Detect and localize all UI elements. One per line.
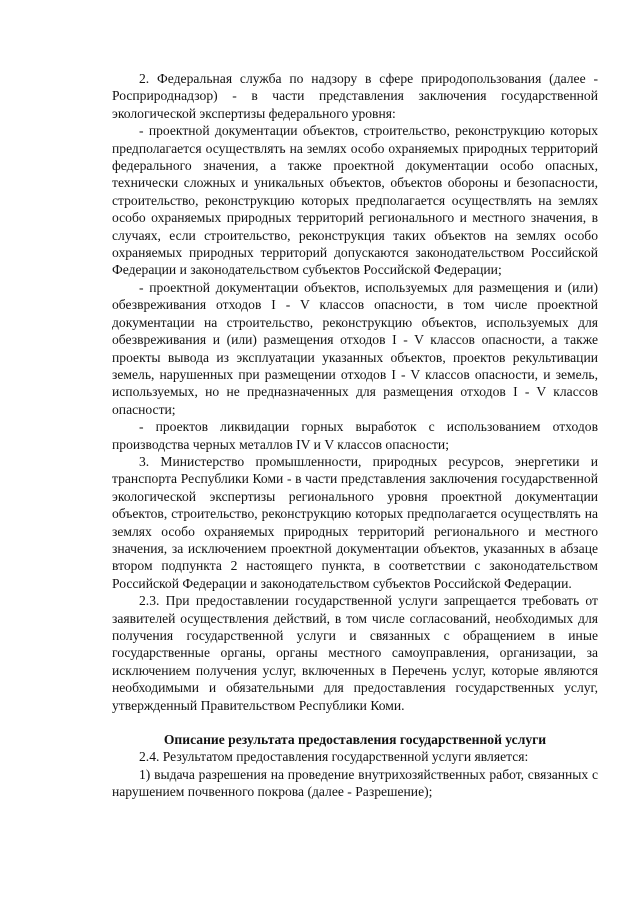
paragraph-2-3: 2.3. При предоставлении государственной услуги запрещается требовать от заявителей осуществления действий, в том числе согласований, необходимых для получения государственной услуги и связанных с обращением в иные государственные органы, органы местного самоуправления, организации, за исключением получения услуг, включенных в Перечень услуг, которые являются необходимыми и обязательными для предоставления государственных услуг, утвержденный Правительством Республики Коми. <box>112 593 598 713</box>
paragraph-item-1: 1) выдача разрешения на проведение внутрихозяйственных работ, связанных с нарушением почвенного покрова (далее - Разрешение); <box>112 766 598 800</box>
paragraph-rosprirodnadzor: 2. Федеральная служба по надзору в сфере природопользования (далее - Росприроднадзор) - в части представления заключения государственной экологической экспертизы федерального уровня: <box>112 71 598 121</box>
paragraph-2-4: 2.4. Результатом предоставления государственной услуги является: <box>139 749 529 765</box>
paragraph-waste-objects: - проектной документации объектов, используемых для размещения и (или) обезвреживания отходов I - V классов опасности, в том числе проектной документации на строительство, реконструкцию объектов, используемых для обезвреживания и (или) размещения отходов I - V классов опасности, а также проекты вывода из эксплуатации указанных объектов, проектов рекультивации земель, нарушенных при размещении отходов I - V классов опасности, и земель, используемых, но не предназначенных для размещения отходов I - V классов опасности; <box>112 279 598 417</box>
paragraph-federal-objects: - проектной документации объектов, строительство, реконструкцию которых предполагается осуществлять на землях особо охраняемых природных территорий федерального значения, а также проектной документации особо опасных, технически сложных и уникальных объектов, объектов обороны и безопасности, строительство, реконструкцию которых предполагается осуществлять на землях особо охраняемых природных территорий регионального и местного значения, в случаях, если строительство, реконструкция таких объектов на землях особо охраняемых природных территорий допускаются законодательством Российской Федерации и законодательством субъектов Российской Федерации; <box>112 123 598 278</box>
section-heading: Описание результата предоставления государственной услуги <box>163 732 547 748</box>
paragraph-komi-ministry: 3. Министерство промышленности, природных ресурсов, энергетики и транспорта Республики Коми - в части представления заключения государственной экологической экспертизы регионального уровня проектной документации объектов, строительство, реконструкцию которых предполагается осуществлять на землях особо охраняемых природных территорий регионального и местного значения, за исключением проектной документации объектов, указанных в абзаце втором подпункта 2 настоящего пункта, в соответствии с законодательством Российской Федерации и законодательством субъектов Российской Федерации. <box>112 453 598 591</box>
paragraph-mine-liquidation: - проектов ликвидации горных выработок с использованием отходов производства черных металлов IV и V классов опасности; <box>112 419 598 452</box>
document-body <box>112 70 598 801</box>
